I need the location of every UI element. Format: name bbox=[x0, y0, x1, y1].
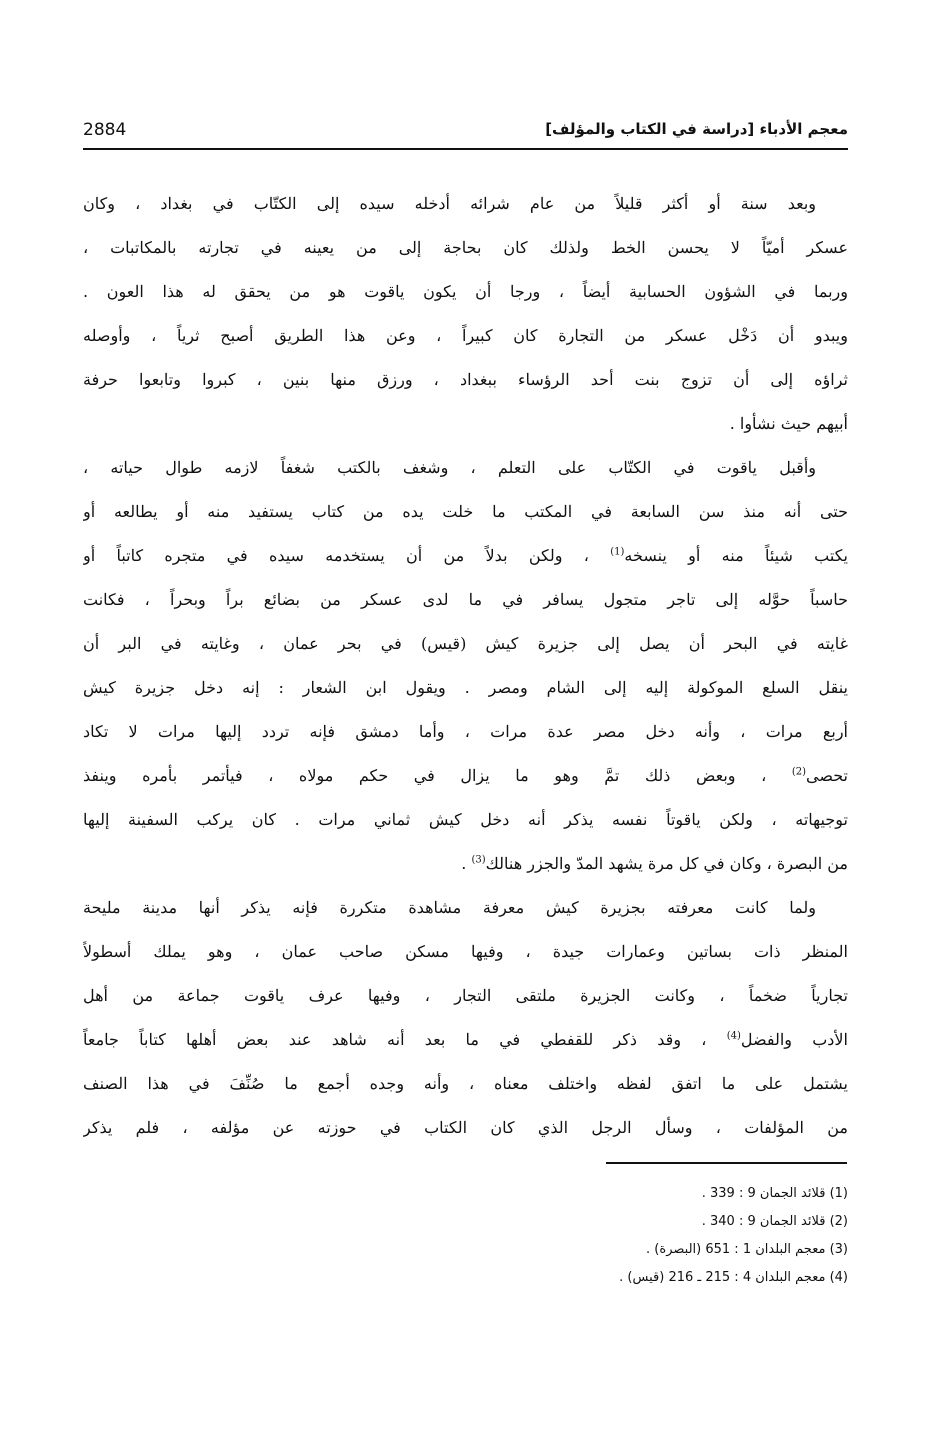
text-line: وربما في الشؤون الحسابية أيضاً ، ورجا أن يكون ياقوت هو من يحقق له هذا العون . bbox=[83, 282, 848, 301]
running-title: معجم الأدباء [دراسة في الكتاب والمؤلف] bbox=[545, 120, 848, 138]
footnote-ref-2[interactable]: (2) bbox=[791, 766, 807, 778]
text-line: تجارياً ضخماً ، وكانت الجزيرة ملتقى التجار ، وفيها عرف ياقوت جماعة من أهل bbox=[83, 986, 848, 1005]
line-tail: . bbox=[461, 854, 467, 873]
footnote-ref-1[interactable]: (1) bbox=[610, 546, 625, 558]
footnote-rule bbox=[606, 1162, 847, 1164]
text-line bbox=[83, 754, 848, 798]
text-line: حاسباً حوَّله إلى تاجر متجول يسافر في ما لدى عسكر من بضائع براً وبحراً ، فكانت bbox=[83, 590, 848, 609]
text-line: أربع مرات ، وأنه دخل مصر عدة مرات ، وأما دمشق فإنه تردد إليها مرات لا تكاد bbox=[83, 722, 848, 741]
text-line: أبيهم حيث نشأوا . bbox=[729, 414, 848, 433]
line-tail: ، وقد ذكر للقفطي في ما بعد أنه شاهد عند بعض أهلها كتاباً جامعاً bbox=[83, 1030, 707, 1049]
text-line: غايته في البحر أن يصل إلى جزيرة كيش (قيس) في بحر عمان ، وغايته في البر أن bbox=[83, 634, 848, 653]
line-tail: ، وبعض ذلك تمَّ وهو ما يزال في حكم مولاه ، فيأتمر بأمره وينفذ bbox=[83, 766, 767, 785]
body-text bbox=[83, 182, 848, 1150]
text-line: ينقل السلع الموكولة إليه إلى الشام ومصر . ويقول ابن الشعار : إنه دخل جزيرة كيش bbox=[83, 678, 848, 697]
line-head: يكتب شيئاً منه أو ينسخه bbox=[624, 546, 848, 565]
text-line: ولما كانت معرفته بجزيرة كيش معرفة مشاهدة متكررة فإنه يذكر أنها مدينة مليحة bbox=[83, 898, 816, 917]
text-line: يشتمل على ما اتفق لفظه واختلف معناه ، وأنه وجده أجمع ما صُنِّفَ في هذا الصنف bbox=[83, 1074, 848, 1093]
text-line: المنظر ذات بساتين وعمارات جيدة ، وفيها مسكن صاحب عمان ، وهو يملك أسطولاً bbox=[83, 942, 848, 961]
text-line: وأقبل ياقوت في الكتّاب على التعلم ، وشغف بالكتب شغفاً لازمه طوال حياته ، bbox=[83, 458, 816, 477]
text-line bbox=[83, 1018, 848, 1062]
line-tail: ، ولكن بدلاً من أن يستخدمه سيده في متجره كاتباً أو bbox=[83, 546, 589, 565]
text-line: ويبدو أن دَخْل عسكر من التجارة كان كبيراً ، وعن هذا الطريق أصبح ثرياً ، وأوصله bbox=[83, 326, 848, 345]
text-line: حتى أنه منذ سن السابعة في المكتب ما خلت يده من كتاب يستفيد منه أو يطالعه أو bbox=[83, 502, 848, 521]
line-head: تحصى bbox=[806, 766, 848, 785]
footnote-1: (1) قلائد الجمان 9 : 339 . bbox=[701, 1186, 848, 1201]
text-line: عسكر أميّاً لا يحسن الخط ولذلك كان بحاجة إلى من يعينه في تجارته بالمكاتبات ، bbox=[83, 238, 848, 257]
footnote-2: (2) قلائد الجمان 9 : 340 . bbox=[701, 1214, 848, 1229]
page-number: 2884 bbox=[83, 120, 127, 140]
footnote-ref-3[interactable]: (3) bbox=[471, 854, 486, 866]
footnote-ref-4[interactable]: (4) bbox=[726, 1030, 741, 1042]
text-line bbox=[83, 534, 848, 578]
line-head: الأدب والفضل bbox=[740, 1030, 848, 1049]
footnote-4: (4) معجم البلدان 4 : 215 ـ 216 (قيس) . bbox=[619, 1270, 848, 1285]
line-head: من البصرة ، وكان في كل مرة يشهد المدّ والجزر هنالك bbox=[485, 854, 848, 873]
text-line bbox=[83, 842, 848, 886]
header-rule bbox=[83, 148, 848, 150]
footnotes bbox=[83, 1180, 848, 1292]
text-line: ثراؤه إلى أن تزوج بنت أحد الرؤساء ببغداد ، ورزق منها بنين ، كبروا وتابعوا حرفة bbox=[83, 370, 848, 389]
book-page bbox=[83, 0, 848, 1444]
text-line: من المؤلفات ، وسأل الرجل الذي كان الكتاب في حوزته عن مؤلفه ، فلم يذكر bbox=[83, 1118, 848, 1137]
footnote-3: (3) معجم البلدان 1 : 651 (البصرة) . bbox=[646, 1242, 848, 1257]
text-line: توجيهاته ، ولكن ياقوتاً نفسه يذكر أنه دخل كيش ثماني مرات . كان يركب السفينة إليها bbox=[83, 810, 848, 829]
text-line: وبعد سنة أو أكثر قليلاً من عام شرائه أدخله سيده إلى الكتّاب في بغداد ، وكان bbox=[83, 194, 816, 213]
page-header bbox=[83, 120, 848, 150]
